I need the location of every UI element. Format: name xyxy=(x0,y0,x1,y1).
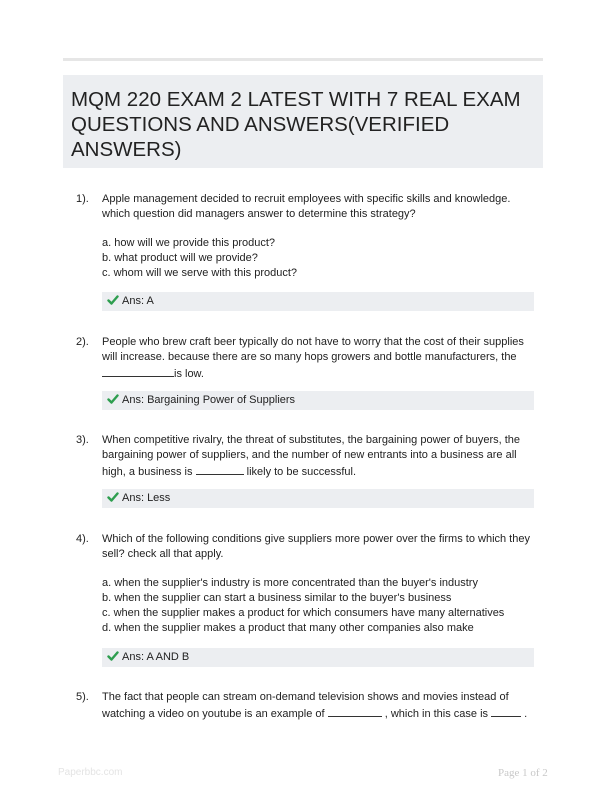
question-body xyxy=(102,192,540,281)
question-text-after: . xyxy=(521,708,528,720)
option-a: a. how will we provide this product? xyxy=(102,237,276,249)
title-box xyxy=(63,75,543,168)
answer-box-3 xyxy=(102,489,534,508)
question-number: 4). xyxy=(76,533,89,545)
check-icon xyxy=(107,650,119,662)
answer-blank xyxy=(196,463,244,475)
question-text-after: likely to be successful. xyxy=(243,466,357,478)
option-b: b. when the supplier can start a business similar to the buyer's business xyxy=(102,592,452,604)
page-title: MQM 220 EXAM 2 LATEST WITH 7 REAL EXAM QUESTIONS AND ANSWERS(VERIFIED ANSWERS) xyxy=(71,88,521,161)
answer-box-1 xyxy=(102,292,534,311)
option-c: c. when the supplier makes a product for which consumers have many alternatives xyxy=(102,607,505,619)
question-number: 3). xyxy=(76,434,89,446)
answer-blank xyxy=(102,365,174,377)
answer-text: Ans: A AND B xyxy=(122,651,190,663)
question-number: 1). xyxy=(76,193,89,205)
option-b: b. what product will we provide? xyxy=(102,252,258,264)
check-icon xyxy=(107,491,119,503)
question-text: Apple management decided to recruit employees with specific skills and knowledge. which question did managers answer to determine this strategy? xyxy=(102,193,511,220)
option-d: d. when the supplier makes a product that many other companies also make xyxy=(102,622,474,634)
answer-blank xyxy=(491,705,521,717)
answer-text: Ans: Less xyxy=(122,492,171,504)
check-icon xyxy=(107,294,119,306)
question-text-before: When competitive rivalry, the threat of substitutes, the bargaining power of buyers, the bargaining power of suppliers, and the number of new entrants into a business are all high, a business is xyxy=(102,434,521,478)
question-text xyxy=(102,335,540,382)
top-divider xyxy=(63,58,543,61)
question-body xyxy=(102,335,540,382)
answer-text: Ans: A xyxy=(122,295,154,307)
option-list xyxy=(102,236,540,281)
question-body xyxy=(102,690,540,722)
question-text-before: People who brew craft beer typically do not have to worry that the cost of their supplies will increase. because there are so many hops growers and bottle manufacturers, the xyxy=(102,336,524,363)
question-number: 5). xyxy=(76,691,89,703)
question-body xyxy=(102,532,540,636)
answer-box-4 xyxy=(102,648,534,667)
footer-source: Paperbbc.com xyxy=(58,767,123,778)
answer-box-2 xyxy=(102,391,534,410)
check-icon xyxy=(107,393,119,405)
question-text: Which of the following conditions give suppliers more power over the firms to which they sell? check all that apply. xyxy=(102,533,530,560)
answer-text: Ans: Bargaining Power of Suppliers xyxy=(122,394,296,406)
question-text xyxy=(102,690,540,722)
question-text-middle: , which in this case is xyxy=(381,708,492,720)
question-text xyxy=(102,433,540,480)
question-text-before: The fact that people can stream on-demand television shows and movies instead of watching a video on youtube is an example of xyxy=(102,691,509,720)
question-body xyxy=(102,433,540,480)
question-text-after: is low. xyxy=(174,368,204,380)
option-c: c. whom will we serve with this product? xyxy=(102,267,298,279)
answer-blank xyxy=(328,705,382,717)
option-list xyxy=(102,576,540,636)
page-number: Page 1 of 2 xyxy=(498,767,548,779)
option-a: a. when the supplier's industry is more concentrated than the buyer's industry xyxy=(102,577,478,589)
question-number: 2). xyxy=(76,336,89,348)
